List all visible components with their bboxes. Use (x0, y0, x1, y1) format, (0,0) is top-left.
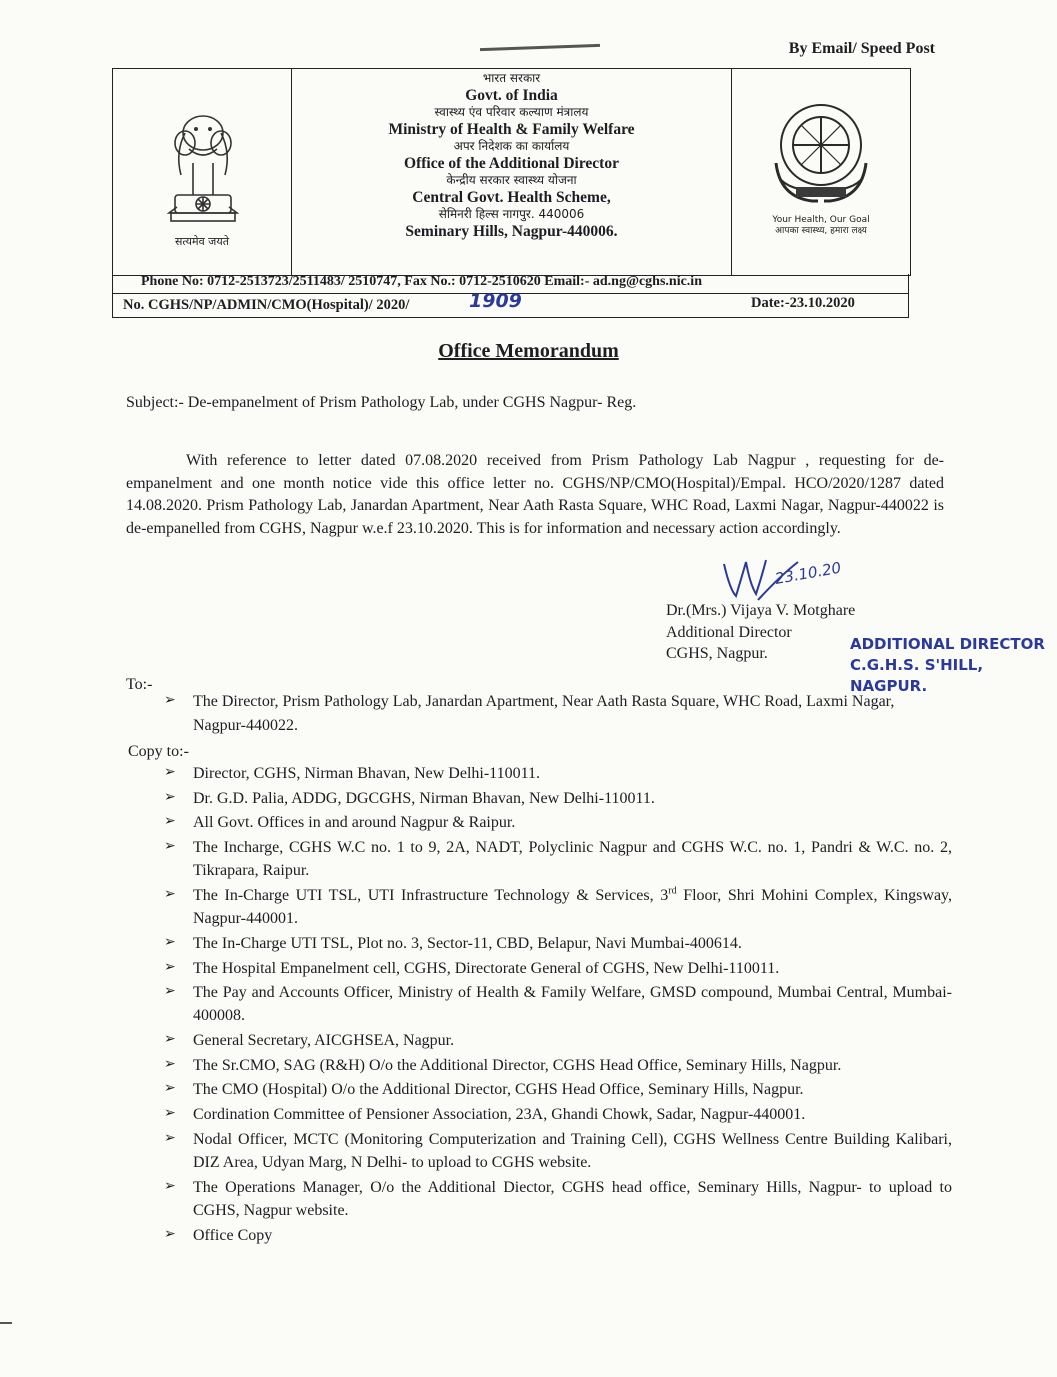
emblem-panel (113, 69, 292, 275)
copy-recipient (160, 1103, 952, 1126)
bullet-arrow-icon: ➢ (164, 1080, 176, 1097)
national-emblem-icon (163, 103, 243, 253)
signatory-block (666, 600, 855, 665)
bullet-arrow-icon: ➢ (164, 1031, 176, 1048)
ministry-line: Ministry of Health & Family Welfare (388, 120, 635, 138)
memo-title: Office Memorandum (438, 340, 619, 362)
cghs-logo-icon (766, 93, 876, 213)
bullet-arrow-icon: ➢ (164, 1129, 176, 1146)
scan-mark (0, 1322, 12, 1324)
bullet-arrow-icon: ➢ (164, 1177, 176, 1194)
copy-recipient (160, 1176, 952, 1222)
bullet-arrow-icon: ➢ (164, 813, 176, 830)
copy-to-label: Copy to:- (128, 743, 189, 760)
copy-recipient (160, 1029, 952, 1052)
copy-recipient-text: The CMO (Hospital) O/o the Additional Director, CGHS Head Office, Seminary Hills, Nagpur. (193, 1081, 804, 1099)
handwritten-signature (720, 556, 850, 606)
memo-subject: Subject:- De-empanelment of Prism Pathology Lab, under CGHS Nagpur- Reg. (126, 394, 637, 411)
copy-recipient (160, 932, 952, 955)
memo-date: Date:-23.10.2020 (751, 295, 855, 311)
to-label: To:- (126, 676, 153, 693)
bullet-arrow-icon: ➢ (164, 1225, 176, 1242)
copy-recipient-text: The Hospital Empanelment cell, CGHS, Directorate General of CGHS, New Delhi-110011. (193, 959, 780, 977)
reference-number: No. CGHS/NP/ADMIN/CMO(Hospital)/ 2020/ (123, 297, 410, 313)
emblem-motto: सत्यमेव जयते (174, 235, 229, 248)
to-recipient-text: The Director, Prism Pathology Lab, Janardan Apartment, Near Aath Rasta Square, WHC Road, Laxmi Nagar, Nagpur-440022. (193, 693, 895, 734)
copy-recipient (160, 957, 952, 980)
bullet-arrow-icon: ➢ (164, 983, 176, 1000)
copy-recipient (160, 1128, 952, 1174)
copy-recipient-text: Cordination Committee of Pensioner Association, 23A, Ghandi Chowk, Sadar, Nagpur-440001. (193, 1106, 806, 1124)
hindi-ministry-line: स्वास्थ्य एंव परिवार कल्याण मंत्रालय (434, 105, 589, 120)
stamp-title: ADDITIONAL DIRECTOR (850, 635, 1045, 653)
copy-recipient-text: The In-Charge UTI TSL, UTI Infrastructure Technology & Services, 3rd Floor, Shri Mohini Complex, Kingsway, Nagpur-440001. (193, 885, 953, 928)
copy-recipient-text: Office Copy (193, 1226, 273, 1244)
copy-recipient-text: The Pay and Accounts Officer, Ministry of Health & Family Welfare, GMSD compound, Mumbai Central, Mumbai-400008. (193, 984, 952, 1025)
bullet-arrow-icon: ➢ (164, 885, 176, 902)
logo-caption-hindi: आपका स्वास्थ्य, हमारा लक्ष्य (775, 225, 867, 236)
address-line: Seminary Hills, Nagpur-440006. (405, 223, 618, 241)
office-line: Office of the Additional Director (404, 155, 619, 173)
cghs-logo-panel (731, 69, 910, 275)
hindi-scheme-line: केन्द्रीय सरकार स्वास्थ्य योजना (446, 173, 577, 188)
copy-recipient (160, 811, 952, 834)
letterhead-text (292, 69, 731, 275)
hindi-govt-line: भारत सरकार (482, 71, 541, 85)
copy-recipient-text: General Secretary, AICGHSEA, Nagpur. (193, 1032, 455, 1050)
signatory-office: CGHS, Nagpur. (666, 645, 768, 663)
official-stamp (850, 634, 1057, 697)
copy-recipient (160, 1224, 952, 1247)
copy-recipient-text: The In-Charge UTI TSL, Plot no. 3, Sector-11, CBD, Belapur, Navi Mumbai-400614. (193, 934, 742, 952)
copy-recipient (160, 981, 952, 1027)
hindi-office-line: अपर निदेशक का कार्यालय (453, 139, 570, 154)
copy-recipient (160, 1054, 952, 1077)
copy-recipient (160, 762, 952, 785)
scan-mark (480, 44, 600, 51)
reference-row (112, 290, 909, 318)
logo-caption (732, 215, 910, 237)
bullet-arrow-icon: ➢ (164, 692, 176, 708)
letterhead (112, 68, 911, 276)
signatory-designation: Additional Director (666, 623, 792, 641)
bullet-arrow-icon: ➢ (164, 838, 176, 855)
copy-recipient (160, 1078, 952, 1101)
bullet-arrow-icon: ➢ (164, 764, 176, 780)
copy-recipient (160, 836, 952, 882)
signatory-name: Dr.(Mrs.) Vijaya V. Motghare (666, 602, 856, 619)
copy-recipient-text: The Operations Manager, O/o the Additional Diector, CGHS head office, Seminary Hills, Nagpur- to upload to CGHS, Nagpur website. (193, 1178, 952, 1219)
to-recipient (160, 690, 946, 738)
copy-recipient-text: Director, CGHS, Nirman Bhavan, New Delhi-110011. (193, 765, 540, 782)
hindi-address-line: सेमिनरी हिल्स नागपुर. 440006 (438, 207, 585, 222)
copy-recipient (160, 884, 952, 930)
copy-recipient-text: All Govt. Offices in and around Nagpur & Raipur. (193, 814, 516, 832)
scheme-line: Central Govt. Health Scheme, (412, 189, 611, 207)
handwritten-reference-number: 1909 (469, 290, 522, 312)
copy-recipient (160, 787, 952, 810)
copy-recipient-text: Dr. G.D. Palia, ADDG, DGCGHS, Nirman Bhavan, New Delhi-110011. (193, 789, 655, 807)
copy-recipient-text: The Incharge, CGHS W.C no. 1 to 9, 2A, NADT, Polyclinic Nagpur and CGHS W.C. no. 1, Pandri & W.C. no. 2, Tikrapara, Raipur. (193, 839, 952, 880)
bullet-arrow-icon: ➢ (164, 1055, 176, 1072)
bullet-arrow-icon: ➢ (164, 933, 176, 950)
signature-date: 23.10.20 (773, 558, 843, 588)
copy-recipient-text: Nodal Officer, MCTC (Monitoring Computerization and Training Cell), CGHS Wellness Centre Building Kalibari, DIZ Area, Udyan Marg, N Delhi- to upload to CGHS website. (193, 1130, 952, 1171)
stamp-office: C.G.H.S. S'HILL, NAGPUR. (850, 656, 984, 695)
bullet-arrow-icon: ➢ (164, 788, 176, 805)
bullet-arrow-icon: ➢ (164, 1105, 176, 1122)
logo-caption-english: Your Health, Our Goal (772, 215, 870, 225)
govt-line: Govt. of India (465, 86, 558, 104)
copy-to-list (160, 762, 952, 1248)
bullet-arrow-icon: ➢ (164, 958, 176, 975)
delivery-mode: By Email/ Speed Post (788, 40, 935, 57)
contact-line: Phone No: 0712-2513723/2511483/ 2510747, Fax No.: 0712-2510620 Email:- ad.ng@cghs.nic.in (112, 274, 909, 294)
memo-body: With reference to letter dated 07.08.2020 received from Prism Pathology Lab Nagpur , requesting for de-empanelment and one month notice vide this office letter no. CGHS/NP/CMO(Hospital)/Empal. HCO/2020/1287 dated 14.08.2020. Prism Pathology Lab, Janardan Apartment, Near Aath Rasta Square, WHC Road, Laxmi Nagar, Nagpur-440022 is de-empanelled from CGHS, Nagpur w.e.f 23.10.2020. This is for information and necessary action accordingly. (126, 452, 944, 537)
copy-recipient-text: The Sr.CMO, SAG (R&H) O/o the Additional Director, CGHS Head Office, Seminary Hills, Nagpur. (193, 1056, 842, 1074)
